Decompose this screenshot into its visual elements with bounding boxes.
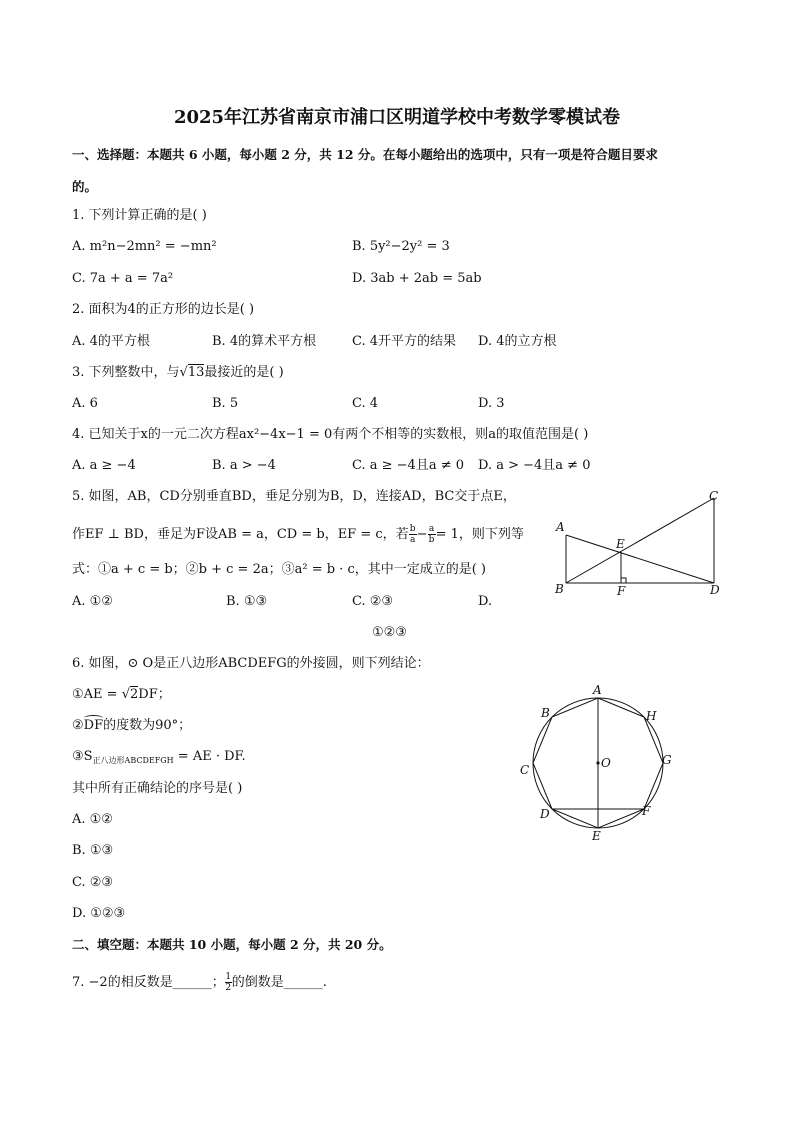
label-c: C [709, 489, 719, 503]
q4-option-b: B. a > −4 [212, 458, 276, 473]
q5-fraction-1 [409, 524, 417, 545]
q7-fraction [225, 972, 232, 993]
q3-option-c: C. 4 [352, 396, 379, 411]
q4-stem: 4. 已知关于x的一元二次方程ax²−4x−1 = 0有两个不相等的实数根，则a的取值范围是( ) [72, 427, 589, 442]
label-f: F [617, 584, 626, 598]
q1-option-c: C. 7a + a = 7a² [72, 271, 174, 286]
q7-line [72, 972, 327, 993]
label-d: D [540, 807, 550, 821]
section1-header-cont: 的。 [72, 179, 98, 194]
q2-option-d: D. 4的立方根 [478, 334, 557, 349]
q6-s3a: ③S [72, 749, 93, 764]
q6-s1a: ①AE = [72, 687, 122, 702]
label-b: B [541, 706, 550, 720]
q6-s1-sqrt: 2 [130, 687, 139, 702]
label-o: O [601, 756, 611, 770]
q5-geometry-figure [548, 485, 728, 600]
q3-option-a: A. 6 [72, 396, 98, 411]
label-a: A [593, 683, 602, 697]
q5-minus: − [416, 527, 428, 542]
q6-octagon-figure [510, 680, 690, 845]
q3-sqrt-value: 13 [187, 365, 205, 380]
label-b: B [555, 582, 564, 596]
q2-option-a: A. 4的平方根 [72, 334, 150, 349]
q7-frac-num: 1 [225, 972, 232, 982]
q5-line2a: 作EF ⊥ BD，垂足为F设AB = a，CD = b，EF = c，若 [72, 527, 409, 542]
page-title: 2025年江苏省南京市浦口区明道学校中考数学零模试卷 [173, 107, 621, 128]
label-e: E [592, 829, 601, 843]
q5-fraction-2 [428, 524, 436, 545]
q1-option-d: D. 3ab + 2ab = 5ab [352, 271, 482, 286]
q6-s2b: 的度数为90°； [103, 718, 192, 733]
q6-statement-1 [72, 686, 171, 704]
q6-option-d: D. ①②③ [72, 906, 126, 921]
q6-option-c: C. ②③ [72, 875, 114, 890]
q5-line1: 5. 如图，AB，CD分别垂直BD，垂足分别为B，D，连接AD，BC交于点E， [72, 489, 516, 504]
q5-option-b: B. ①③ [226, 594, 268, 609]
q5-line3: 式：①a + c = b；②b + c = 2a；③a² = b · c，其中一定成立的是( ) [72, 562, 487, 577]
q6-s3-sub: 正八边形ABCDEFGH [92, 756, 174, 765]
q6-arc-label: DF [83, 718, 104, 733]
q1-option-b: B. 5y²−2y² = 3 [352, 239, 450, 254]
label-c: C [520, 763, 530, 777]
q5-frac1-den: a [409, 535, 416, 545]
q3-stem-b: 最接近的是( ) [204, 365, 284, 380]
q7-frac-den: 2 [225, 983, 232, 993]
section1-header: 一、选择题：本题共 6 小题，每小题 2 分，共 12 分。在每小题给出的选项中，只有一项是符合题目要求 [72, 147, 658, 162]
q2-option-c: C. 4开平方的结果 [352, 334, 457, 349]
q6-statement-2 [72, 717, 191, 735]
q3-stem [72, 364, 284, 382]
segment-bc [566, 498, 714, 583]
q4-option-a: A. a ≥ −4 [72, 458, 136, 473]
q5-option-d-cont: ①②③ [372, 625, 407, 640]
q3-option-d: D. 3 [478, 396, 505, 411]
label-g: G [662, 753, 672, 767]
q1-stem: 1. 下列计算正确的是( ) [72, 208, 207, 223]
label-e: E [616, 537, 625, 551]
q5-line2b: = 1，则下列等 [435, 527, 524, 542]
label-h: H [646, 709, 657, 723]
q6-option-a: A. ①② [72, 812, 113, 827]
q2-stem: 2. 面积为4的正方形的边长是( ) [72, 302, 255, 317]
q5-option-a: A. ①② [72, 594, 113, 609]
q5-frac2-num: a [428, 524, 435, 534]
q5-frac1-num: b [409, 524, 416, 534]
q2-option-b: B. 4的算术平方根 [212, 334, 317, 349]
q5-option-c: C. ②③ [352, 594, 394, 609]
segment-ad [566, 535, 714, 583]
q7-a: 7. −2的相反数是______； [72, 975, 225, 990]
right-angle-mark [621, 578, 626, 583]
q3-stem-a: 3. 下列整数中，与 [72, 365, 180, 380]
label-d: D [710, 583, 720, 597]
q6-arc-df [84, 718, 103, 733]
arc-icon [84, 715, 103, 721]
sqrt-sign-icon: √ [179, 365, 188, 380]
q4-option-d: D. a > −4且a ≠ 0 [478, 458, 591, 473]
q6-option-b: B. ①③ [72, 843, 114, 858]
q7-b: 的倒数是______. [231, 975, 327, 990]
label-f: F [642, 804, 651, 818]
q6-ask: 其中所有正确结论的序号是( ) [72, 781, 243, 796]
q5-option-d: D. [478, 594, 493, 609]
label-a: A [556, 520, 565, 534]
q6-s1b: DF； [138, 687, 171, 702]
section2-header: 二、填空题：本题共 10 小题，每小题 2 分，共 20 分。 [72, 937, 392, 952]
q4-option-c: C. a ≥ −4且a ≠ 0 [352, 458, 464, 473]
q6-s3b: = AE · DF. [173, 749, 246, 764]
q1-option-a: A. m²n−2mn² = −mn² [72, 239, 217, 254]
q3-option-b: B. 5 [212, 396, 239, 411]
q5-line2 [72, 524, 524, 545]
q6-statement-3 [72, 748, 246, 770]
center-dot [596, 761, 599, 764]
q5-frac2-den: b [428, 535, 435, 545]
q6-stem: 6. 如图，⊙ O是正八边形ABCDEFG的外接圆，则下列结论： [72, 656, 430, 671]
q6-s2a: ② [72, 718, 84, 733]
sqrt-sign-icon: √ [121, 687, 130, 702]
